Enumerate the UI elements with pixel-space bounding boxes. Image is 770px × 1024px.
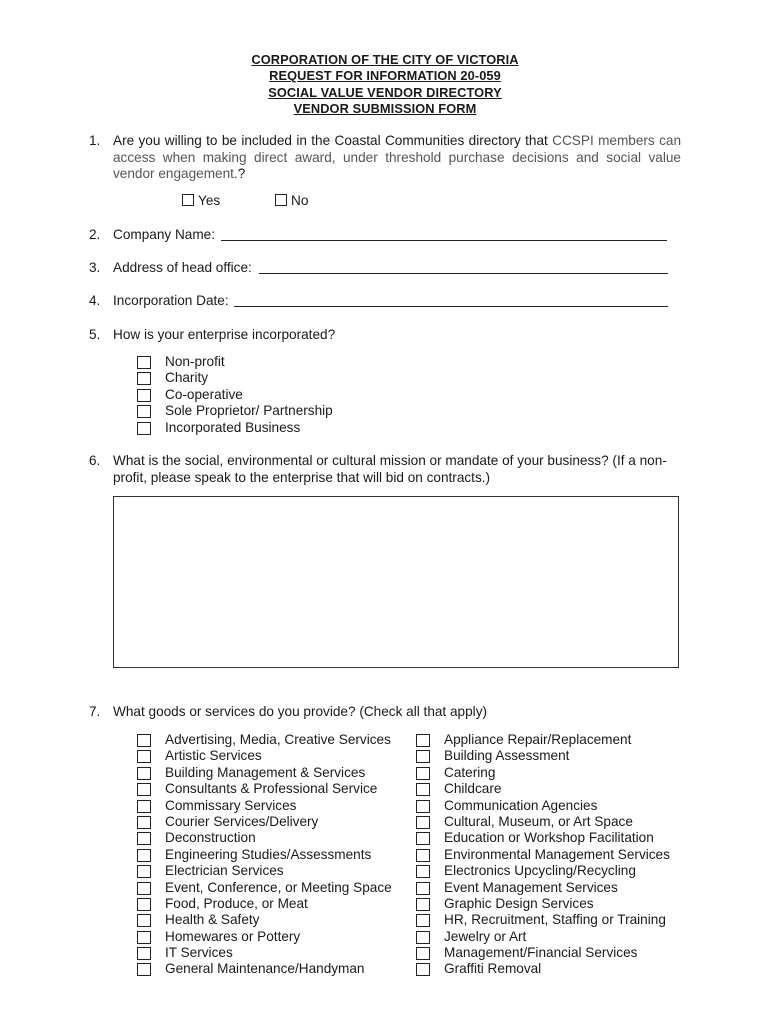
checkbox[interactable]	[137, 832, 151, 845]
question-5	[89, 327, 681, 344]
service-option-label: Cultural, Museum, or Art Space	[444, 813, 633, 829]
service-option-label: Graffiti Removal	[444, 961, 542, 977]
checkbox[interactable]	[416, 963, 430, 976]
head-office-address-label: Address of head office:	[113, 260, 252, 275]
service-option-label: Courier Services/Delivery	[165, 813, 319, 829]
checkbox[interactable]	[137, 389, 151, 402]
checkbox[interactable]	[416, 898, 430, 911]
service-option-label: Education or Workshop Facilitation	[444, 830, 654, 846]
service-option-label: Health & Safety	[165, 912, 260, 928]
checkbox[interactable]	[137, 405, 151, 418]
checkbox[interactable]	[416, 734, 430, 747]
checkbox[interactable]	[137, 931, 151, 944]
mission-answer-box[interactable]	[113, 496, 679, 668]
service-option-label: Consultants & Professional Service	[165, 781, 378, 797]
checkbox[interactable]	[137, 783, 151, 796]
question-5-text: How is your enterprise incorporated?	[113, 327, 336, 342]
question-7-number: 7.	[89, 704, 101, 719]
question-1-text	[113, 133, 681, 183]
service-option-label: Homewares or Pottery	[165, 928, 301, 944]
service-option-label: HR, Recruitment, Staffing or Training	[444, 912, 666, 928]
service-option-label: Graphic Design Services	[444, 895, 594, 911]
service-option-label: Advertising, Media, Creative Services	[165, 732, 391, 747]
q1-option-no[interactable]	[275, 193, 308, 208]
question-7	[89, 704, 681, 721]
checkbox[interactable]	[137, 767, 151, 780]
checkbox[interactable]	[416, 816, 430, 829]
service-option-label: Jewelry or Art	[444, 928, 527, 944]
question-3-number: 3.	[89, 260, 101, 275]
checkbox[interactable]	[416, 750, 430, 763]
question-2-number: 2.	[89, 227, 101, 242]
checkbox[interactable]	[416, 914, 430, 927]
checkbox[interactable]	[137, 914, 151, 927]
service-option-label: Building Assessment	[444, 748, 570, 764]
incorporation-date-field[interactable]	[234, 306, 668, 307]
checkbox[interactable]	[416, 865, 430, 878]
checkbox[interactable]	[416, 767, 430, 780]
service-option-label: IT Services	[165, 945, 233, 961]
question-1-text-part-c: ?	[237, 166, 246, 181]
service-option-label: Event, Conference, or Meeting Space	[165, 879, 392, 895]
checkbox[interactable]	[137, 372, 151, 385]
service-option-label: Artistic Services	[165, 748, 262, 764]
question-4-number: 4.	[89, 293, 101, 308]
question-1-text-part-a: Are you willing to be included in the Coastal Communities directory that	[113, 133, 553, 148]
incorporation-date-label: Incorporation Date:	[113, 293, 229, 308]
service-option-label: Appliance Repair/Replacement	[444, 732, 632, 747]
question-5-number: 5.	[89, 327, 101, 342]
service-option-label: Catering	[444, 764, 496, 780]
q1-yes-label: Yes	[198, 193, 221, 208]
checkbox[interactable]	[137, 422, 151, 435]
checkbox[interactable]	[416, 882, 430, 895]
checkbox[interactable]	[416, 783, 430, 796]
checkbox[interactable]	[137, 947, 151, 960]
checkbox[interactable]	[137, 800, 151, 813]
service-option-label: Food, Produce, or Meat	[165, 895, 308, 911]
service-option-label: Childcare	[444, 781, 502, 797]
q1-option-yes[interactable]	[182, 193, 220, 208]
q1-yes-checkbox[interactable]	[182, 194, 194, 206]
header-line-directory: SOCIAL VALUE VENDOR DIRECTORY	[268, 84, 502, 100]
q1-no-label: No	[291, 193, 309, 208]
service-option-label: Commissary Services	[165, 797, 297, 813]
checkbox[interactable]	[416, 931, 430, 944]
company-name-field[interactable]	[221, 240, 667, 241]
service-option-label: Event Management Services	[444, 879, 618, 895]
header-line-rfi: REQUEST FOR INFORMATION 20-059	[269, 68, 501, 84]
head-office-address-field[interactable]	[259, 273, 668, 274]
service-option-label: Communication Agencies	[444, 797, 598, 813]
service-option-label: Electronics Upcycling/Recycling	[444, 863, 636, 879]
question-1-text-part-b: CCSPI members can access when making direct award, under threshold purchase decisions and social value vendor engagement.	[113, 133, 681, 181]
checkbox[interactable]	[137, 356, 151, 369]
checkbox[interactable]	[416, 849, 430, 862]
service-option-label: Environmental Management Services	[444, 846, 670, 862]
checkbox[interactable]	[137, 750, 151, 763]
service-option-label: General Maintenance/Handyman	[165, 961, 365, 977]
checkbox[interactable]	[137, 898, 151, 911]
question-1	[89, 133, 681, 183]
service-option-label: Engineering Studies/Assessments	[165, 846, 372, 862]
checkbox[interactable]	[137, 882, 151, 895]
checkbox[interactable]	[137, 865, 151, 878]
service-option-label: Electrician Services	[165, 863, 284, 879]
header-line-form-title: VENDOR SUBMISSION FORM	[293, 101, 477, 117]
form-header	[0, 52, 770, 118]
checkbox[interactable]	[416, 947, 430, 960]
company-name-label: Company Name:	[113, 227, 215, 242]
service-option-label: Management/Financial Services	[444, 945, 638, 961]
question-6-number: 6.	[89, 453, 101, 468]
service-option-label: Deconstruction	[165, 830, 256, 846]
question-7-text: What goods or services do you provide? (Check all that apply)	[113, 704, 488, 719]
checkbox[interactable]	[137, 849, 151, 862]
checkbox[interactable]	[137, 816, 151, 829]
service-option-label: Building Management & Services	[165, 764, 366, 780]
question-6	[89, 453, 681, 486]
checkbox[interactable]	[137, 963, 151, 976]
checkbox[interactable]	[416, 832, 430, 845]
q1-no-checkbox[interactable]	[275, 194, 287, 206]
checkbox[interactable]	[416, 800, 430, 813]
header-line-organization: CORPORATION OF THE CITY OF VICTORIA	[251, 52, 519, 67]
question-1-number: 1.	[89, 133, 101, 148]
question-6-text: What is the social, environmental or cultural mission or mandate of your business? (If a non-profit, please speak to the enterprise that will bid on contracts.)	[113, 453, 667, 485]
checkbox[interactable]	[137, 734, 151, 747]
